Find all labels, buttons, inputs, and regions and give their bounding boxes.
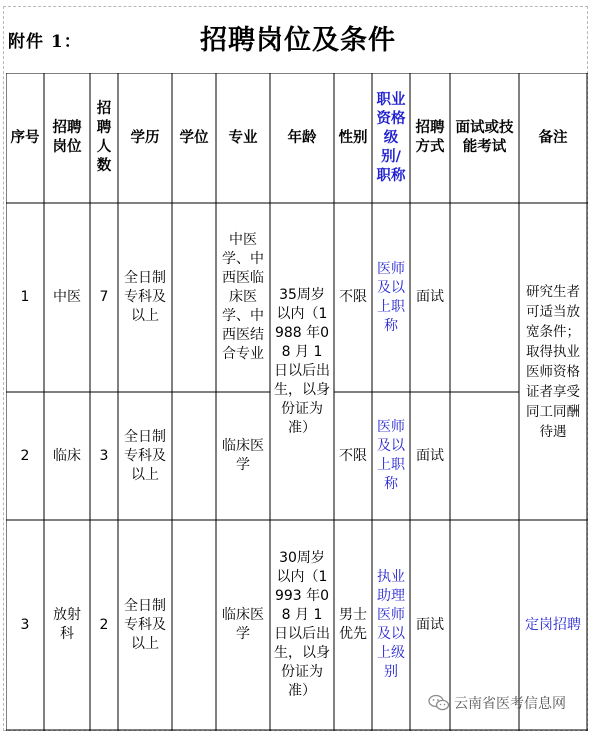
- row3-post: 放射科: [53, 607, 81, 642]
- row1-method: 面试: [416, 289, 444, 305]
- row3-education: 全日制专科及以上: [124, 597, 166, 652]
- note-rows-1-2: 研究生者可适当放宽条件；取得执业医师资格证者享受同工同酬待遇: [526, 283, 580, 440]
- row2-qualification: 医师及以上职称: [377, 419, 405, 492]
- row3-gender: 男士优先: [339, 607, 367, 642]
- row1-qualification: 医师及以上职称: [377, 260, 405, 334]
- row3-age: 30周岁以内（1993 年08 月 1 日以后出生，以身份证为准）: [274, 550, 330, 699]
- header-seq: 序号: [10, 129, 40, 146]
- attachment-label: 附件 1：: [8, 32, 82, 52]
- row2-gender: 不限: [339, 447, 367, 464]
- row2-education: 全日制专科及以上: [124, 428, 166, 483]
- row3-degree: [172, 520, 216, 730]
- row3-note: 定岗招聘: [525, 616, 581, 633]
- header-count: 招聘人数: [96, 101, 112, 174]
- watermark-text: 云南省医考信息网: [454, 696, 566, 712]
- header-note: 备注: [538, 129, 568, 146]
- header-gender: 性别: [338, 129, 368, 146]
- row2-exam: [450, 392, 519, 520]
- row2-method: 面试: [416, 447, 444, 464]
- header-age: 年龄: [287, 129, 317, 146]
- row2-seq: 2: [20, 447, 30, 464]
- age-rows-1-2: 35周岁以内（1988 年08 月 1 日以后出生，以身份证为准）: [274, 286, 330, 436]
- watermark: [428, 693, 566, 713]
- header-edu: 学历: [130, 129, 160, 146]
- header-post: 招聘岗位: [52, 120, 82, 155]
- row1-seq: 1: [20, 289, 30, 305]
- row1-degree: [172, 203, 216, 392]
- header-method: 招聘方式: [415, 120, 445, 155]
- header-major: 专业: [228, 129, 258, 146]
- header-exam: 面试或技能考试: [455, 120, 514, 155]
- header-qualification: 职业资格级别/职称: [376, 91, 406, 184]
- row1-gender: 不限: [339, 289, 367, 305]
- row2-major: 临床医学: [222, 438, 264, 473]
- row3-major: 临床医学: [222, 607, 264, 642]
- row1-major: 中医学、中西医临床医学、中西医结合专业: [222, 232, 264, 362]
- row3-count: 2: [99, 616, 109, 633]
- header-degree: 学位: [179, 129, 209, 146]
- wechat-icon: [428, 694, 450, 712]
- row3-qualification: 执业助理医师及以上级别: [377, 569, 405, 680]
- row2-post: 临床: [53, 447, 81, 464]
- row1-count: 7: [99, 289, 109, 305]
- page-title: 招聘岗位及条件: [200, 25, 396, 56]
- row1-education: 全日制专科及以上: [124, 270, 166, 324]
- row2-count: 3: [99, 447, 109, 464]
- row1-exam: [450, 203, 519, 392]
- row2-degree: [172, 392, 216, 520]
- row3-seq: 3: [20, 616, 30, 633]
- row3-method: 面试: [416, 616, 444, 633]
- row1-post: 中医: [53, 289, 81, 305]
